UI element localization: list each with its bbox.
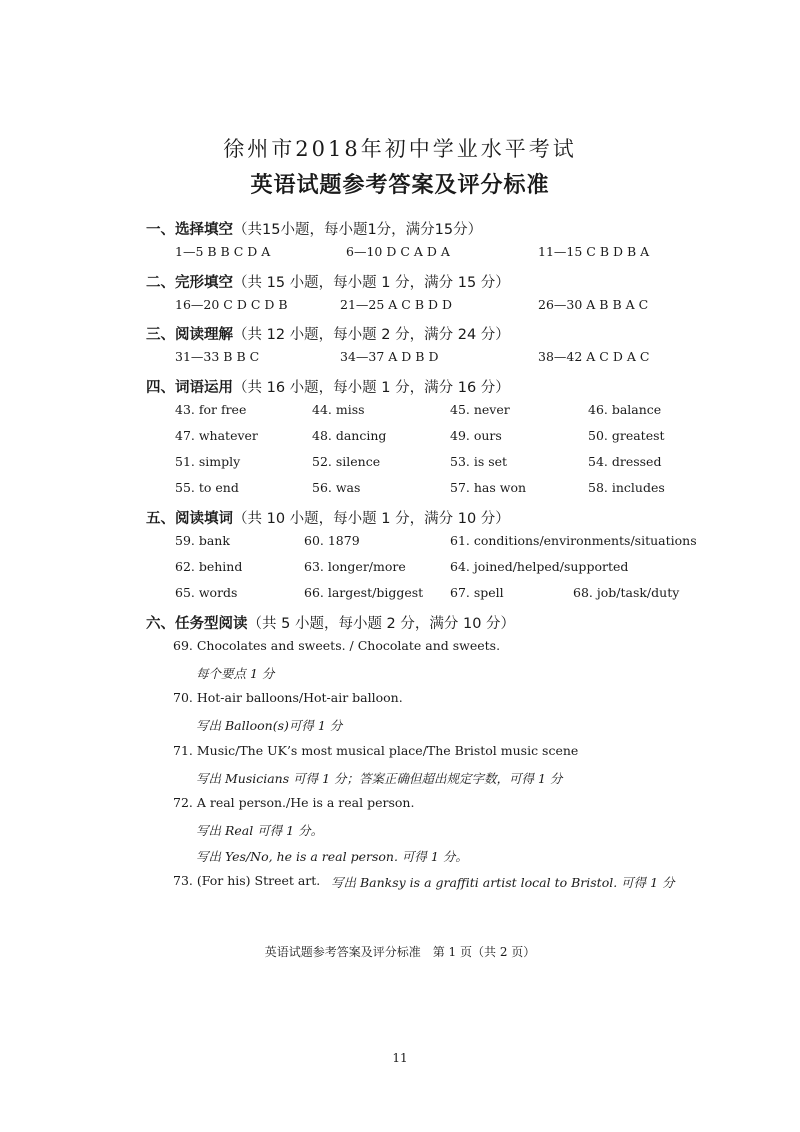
section-3-heading [146,323,510,344]
answer-group: 21—25 A C B D D [340,297,452,312]
scoring-note-70: 写出 Balloon(s)可得 1 分 [196,718,343,733]
answer-row [0,402,800,422]
answer-item: 47. whatever [175,428,258,443]
section-heading-label: 二、完形填空 [146,275,233,291]
answer-row [0,533,800,553]
answer-item: 65. words [175,585,238,600]
answer-item: 53. is set [450,454,508,469]
section-6-heading [146,612,515,633]
section-heading-info: （共 16 小题，每小题 1 分，满分 16 分） [233,380,510,396]
scoring-note-71: 写出 Musicians 可得 1 分；答案正确但超出规定字数，可得 1 分 [196,771,563,786]
answer-70: 70. Hot-air balloons/Hot-air balloon. [173,690,403,705]
section-heading-info: （共 10 小题，每小题 1 分，满分 10 分） [233,511,510,527]
document-subtitle: 英语试题参考答案及评分标准 [250,172,550,198]
section-heading-info: （共 12 小题，每小题 2 分，满分 24 分） [233,327,510,343]
answer-item: 55. to end [175,480,239,495]
answer-row [0,559,800,579]
answer-item: 67. spell [450,585,504,600]
answer-item: 61. conditions/environments/situations [450,533,697,548]
exam-title: 徐州市2018年初中学业水平考试 [223,137,577,161]
answer-row [0,349,800,369]
page-footer: 英语试题参考答案及评分标准 第 1 页（共 2 页） [264,945,536,959]
answer-row [0,428,800,448]
answer-row [0,454,800,474]
scoring-note-69: 每个要点 1 分 [196,666,275,681]
section-heading-label: 六、任务型阅读 [146,616,248,632]
answer-item: 43. for free [175,402,247,417]
answer-group: 1—5 B B C D A [175,244,271,259]
answer-69: 69. Chocolates and sweets. / Chocolate and sweets. [173,638,501,653]
section-2-heading [146,271,510,292]
answer-row [0,585,800,605]
answer-item: 60. 1879 [304,533,360,548]
answer-item: 52. silence [312,454,381,469]
answer-group: 16—20 C D C D B [175,297,288,312]
page-number: 11 [392,1051,408,1065]
answer-item: 59. bank [175,533,230,548]
section-1-heading [146,218,482,239]
answer-group: 34—37 A D B D [340,349,439,364]
answer-item: 64. joined/helped/supported [450,559,629,574]
answer-group: 26—30 A B B A C [538,297,649,312]
answer-72: 72. A real person./He is a real person. [173,795,415,810]
answer-item: 62. behind [175,559,243,574]
answer-item: 51. simply [175,454,241,469]
answer-item: 49. ours [450,428,502,443]
answer-item: 68. job/task/duty [573,585,680,600]
answer-group: 38—42 A C D A C [538,349,650,364]
answer-73: 73. (For his) Street art. [173,873,321,888]
answer-71: 71. Music/The UK’s most musical place/The Bristol music scene [173,743,579,758]
section-heading-label: 一、选择填空 [146,222,233,238]
answer-item: 45. never [450,402,510,417]
section-4-heading [146,376,510,397]
section-heading-info: （共 15 小题，每小题 1 分，满分 15 分） [233,275,510,291]
section-heading-label: 三、阅读理解 [146,327,233,343]
answer-item: 56. was [312,480,361,495]
answer-group: 11—15 C B D B A [538,244,650,259]
answer-item: 58. includes [588,480,665,495]
section-5-heading [146,507,510,528]
answer-group: 6—10 D C A D A [346,244,450,259]
section-heading-info: （共15小题，每小题1分，满分15分） [233,222,483,238]
answer-item: 54. dressed [588,454,662,469]
answer-item: 46. balance [588,402,662,417]
scoring-note-72b: 写出 Yes/No, he is a real person. 可得 1 分。 [196,849,468,864]
answer-item: 63. longer/more [304,559,406,574]
answer-item: 57. has won [450,480,527,495]
answer-item: 66. largest/biggest [304,585,424,600]
scoring-note-72a: 写出 Real 可得 1 分。 [196,823,324,838]
answer-item: 44. miss [312,402,365,417]
section-heading-info: （共 5 小题，每小题 2 分，满分 10 分） [247,616,516,632]
scoring-note-73: 写出 Banksy is a graffiti artist local to Bristol. 可得 1 分 [331,875,675,890]
answer-group: 31—33 B B C [175,349,260,364]
answer-row [0,480,800,500]
section-heading-label: 五、阅读填词 [146,511,233,527]
answer-item: 48. dancing [312,428,387,443]
section-heading-label: 四、词语运用 [146,380,233,396]
answer-row [0,244,800,264]
answer-item: 50. greatest [588,428,665,443]
answer-row [0,297,800,317]
